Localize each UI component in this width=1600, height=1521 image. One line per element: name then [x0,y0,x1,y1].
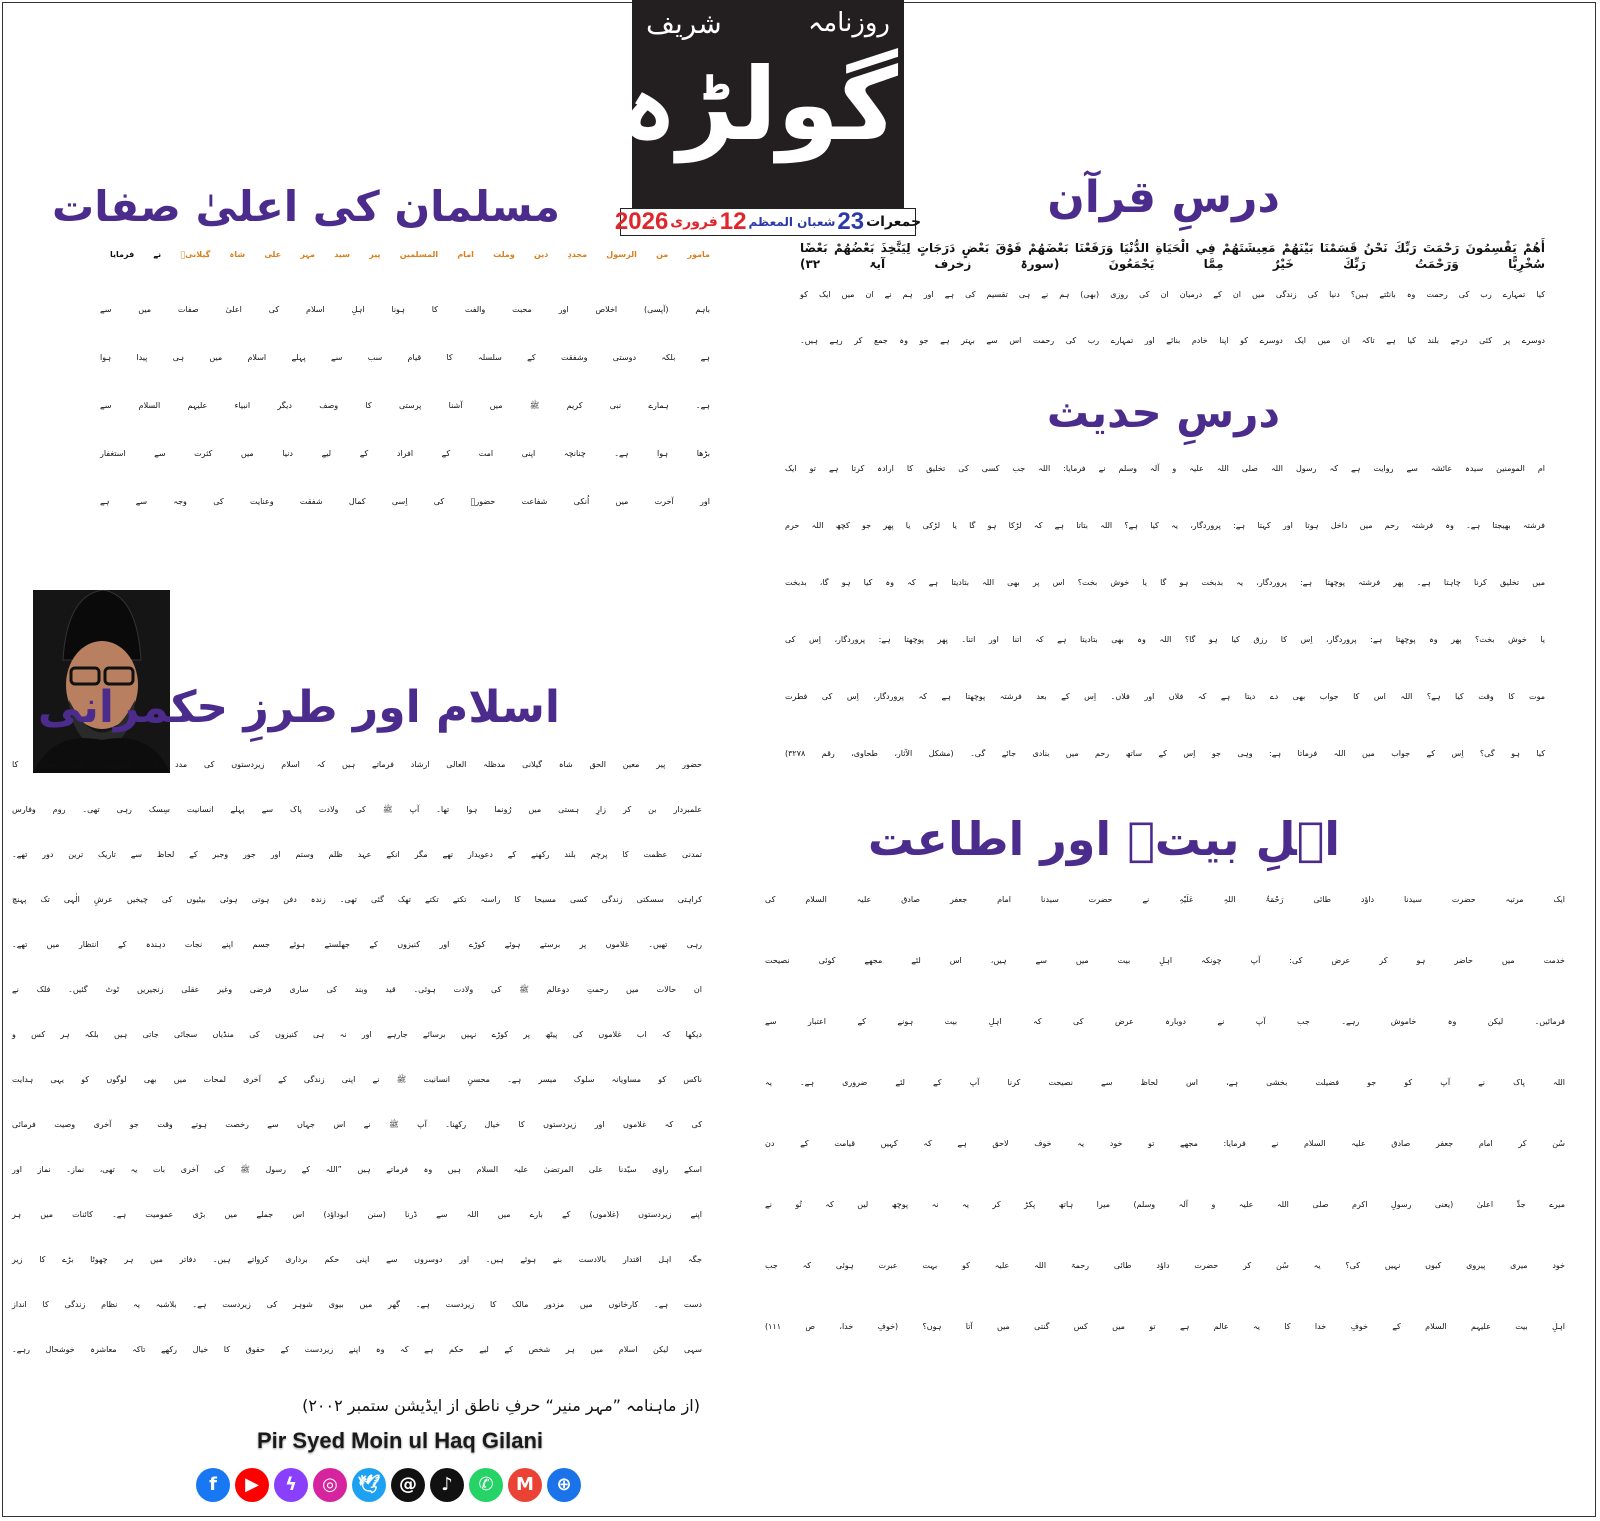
text-line: کی کہ غلاموں اور زیردستوں کا خیال رکھنا۔ آپ ﷺ نے اس جہاں سے رخصت ہوتے وقت جو آخری وصیت فرمائی [12,1120,702,1129]
text-line: کراہتی سسکتی زندگی کسی مسیحا کا راستہ تکتے تکتے تھک گئی تھی۔ زندہ دفن ہوتی ہوئی بیٹیوں کی چیخیں عرشِ الٰہی تک پہنچ [12,895,702,904]
text-line: سُن کر امام جعفر صادق علیہ السلام نے فرمایا: مجھے تو خود یہ خوف لاحق ہے کہ کہیں قیامت کے دن [765,1139,1565,1148]
text-line: ہے۔ ہمارے نبی کریم ﷺ میں آشنا پرستی کا وصف دیگر انبیاء علیہم السلام سے [100,401,710,410]
text-line: ہے بلکہ دوستی وشفقت کے سلسلہ کا قیام سب سے پہلے اسلام میں ہی پیدا ہوا [100,353,710,362]
sifaat-heading: مسلمان کی اعلیٰ صفات [52,182,560,231]
text-line: باہم (آپسی) اخلاص اور محبت والفت کا ہونا اہلِ اسلام کی اعلیٰ صفات میں سے [100,305,710,314]
text-line: ام المومنین سیدہ عائشہ سے روایت ہے کہ رسول اللہ صلی اللہ علیہ و آلہ وسلم نے فرمایا: اللہ جب کسی کی تخلیق کا ارادہ کرتا ہے تو ایک [785,464,1545,473]
text-line: فرمائیں۔ لیکن وہ خاموش رہے۔ جب آپ نے دوبارہ عرض کی کہ اہلِ بیت ہونے کے اعتبار سے [765,1017,1565,1026]
text-line: جگہ اہل اقتدار بالادست بنے ہوئے ہیں۔ اور دوسروں سے اپنی حکم برداری کرواتے ہیں۔ دفاتر میں ہر چھوٹا بڑے کا زیر [12,1255,702,1264]
text-line: حضور پیر معین الحق شاہ گیلانی مدظلہ العالی ارشاد فرماتے ہیں کہ اسلام زیردستوں کی مدد اور کمزوروں کی حمایت کا [12,760,702,769]
gmail-icon[interactable]: M [508,1468,542,1502]
globe-icon[interactable]: ⊕ [547,1468,581,1502]
masthead [618,0,904,208]
facebook-icon[interactable]: f [196,1468,230,1502]
sifaat-intro [110,250,710,260]
text-line: دست ہے۔ کارخانوں میں مزدور مالک کا زیردست ہے۔ گھر میں بیوی شوہر کی زیردست ہے۔ بلاشبہ یہ نظام زندگی کا انداز [12,1300,702,1309]
dars-hadith-heading: درسِ حدیث [1046,388,1280,437]
sifaat-intro-author: مامور من الرسول مجددِ دین وملت امام المسلمین پیر سید مہر علی شاہ گیلانیؒ [180,250,710,259]
instagram-icon[interactable]: ◎ [313,1468,347,1502]
social-icons [196,1468,581,1502]
date-hijri-day: 23 [837,208,865,235]
text-line: دیکھا کہ اب غلاموں کی پیٹھ پر کوڑے نہیں برسائے جارہے اور نہ ہی کنیزوں کی منڈیاں سجائی جاتی ہیں بلکہ ہر کس و [12,1030,702,1039]
text-line: بڑھا ہوا ہے۔ چنانچہ اپنی امت کے افراد کے لیے دنیا میں کثرت سے استغفار [100,449,710,458]
text-line: خود میری پیروی کیوں نہیں کی؟ یہ سُن کر حضرت داؤد طائی رحمۃ اللہ علیہ کو بہت عبرت ہوئی کہ جب [765,1261,1565,1270]
date-greg-month: فروری [670,214,718,230]
date-bar [614,208,922,236]
text-line: ایک مرتبہ حضرت سیدنا داؤد طائی رَحْمَۃُ اللہِ عَلَیْہِ نے حضرت سیدنا امام جعفر صادق علیہ السلام کی [765,895,1565,904]
text-line: سہی لیکن اسلام میں ہر شخص کے لیے حکم ہے کہ وہ اپنے زیردست کے حقوق کا خیال رکھے تاکہ معاشرہ خوشحال رہے۔ [12,1345,702,1354]
date-greg-day: 12 [719,208,747,235]
masthead-sharif: شریف [646,7,722,41]
youtube-icon[interactable]: ▶ [235,1468,269,1502]
text-line: ان حالات میں رحمتِ دوعالم ﷺ کی ولادت ہوئی۔ قید وبند کی ساری فرضی وغیر عقلی زنجیریں ٹوٹ گئیں۔ فلک نے [12,985,702,994]
quran-ayah: أَهُمْ يَقْسِمُونَ رَحْمَتَ رَبِّكَ نَحْنُ قَسَمْنَا بَيْنَهُمْ مَعِيشَتَهُمْ فِي الْحَيَاةِ الدُّنْيَا وَرَفَعْنَا بَعْضَهُمْ فَوْقَ بَعْضٍ دَرَجَاتٍ لِيَتَّخِذَ بَعْضُهُمْ بَعْضًا سُخْرِيًّا وَرَحْمَتُ رَبِّكَ خَيْرٌ مِمَّا يَجْمَعُونَ (سورۃ زخرف آیۃ ۳۲) [800,241,1545,272]
text-line: کیا ہو گی؟ اِس کے جواب میں اللہ فرماتا ہے: وہی جو اِس کے ساتھ رحم میں بنادی جائے گی۔ (مشکل الآثار، طحاوی، رقم ۳۲۷۸) [785,749,1545,758]
text-line: میں تخلیق کرنا چاہتا ہے۔ پھر فرشتہ پوچھتا ہے: پروردگار، یہ بدبخت ہو گا یا خوش بخت؟ اس پر بھی اللہ بتادیتا ہے کہ وہ کیا ہو گا، بدبخت [785,578,1545,587]
text-line: کیا تمہارے رب کی رحمت وہ بانٹتے ہیں؟ دنیا کی زندگی میں ان کے درمیان ان کی روزی (بھی) ہم نے ہی تقسیم کی ہے اور ہم نے ان میں ایک کو [800,290,1545,299]
sifaat-intro-said: نے فرمایا [110,250,162,259]
text-line: ناکس کو مساویانہ سلوک میسر ہے۔ محسنِ انسانیت ﷺ نے اپنی زندگی کے آخری لمحات میں بھی لوگوں کو یہی ہدایت [12,1075,702,1084]
twitter-icon[interactable]: 🕊 [352,1468,386,1502]
date-weekday: جمعرات [866,214,922,230]
masthead-title: گولڑہ [618,46,898,163]
text-line: رہی تھیں۔ غلاموں پر برستے ہوئے کوڑے اور کنیزوں کے جھلستے ہوئے جسم اپنے نجات دہندہ کے انتظار میں تھے۔ [12,940,702,949]
messenger-icon[interactable]: ϟ [274,1468,308,1502]
text-line: اسکے راوی سیّدنا علی المرتضیٰ علیہ السلام ہیں وہ فرماتے ہیں ”اللہ کے رسول ﷺ کی آخری بات یہ تھی، نماز۔ نماز اور [12,1165,702,1174]
masthead-top-row [646,4,890,44]
text-line: دوسرے پر کئی درجے بلند کیا ہے تاکہ ان میں ایک دوسرے کو اپنا خادم بنائے اور تمہارے رب کی رحمت اس سے بہتر ہے جو وہ جمع کر رہے ہیں۔ [800,336,1545,345]
date-hijri-month: شعبان المعظم [748,215,836,229]
brand-name: Pir Syed Moin ul Haq Gilani [256,1428,544,1453]
text-line: اللہ پاک نے آپ کو جو فضیلت بخشی ہے، اس لحاظ سے نصیحت کرنا آپ کے لئے ضروری ہے۔ یہ [765,1078,1565,1087]
masthead-daily: روزنامہ [808,8,890,39]
threads-icon[interactable]: @ [391,1468,425,1502]
ahlebait-heading: اہلِ بیتؑ اور اطاعت [867,812,1340,866]
tiktok-icon[interactable]: ♪ [430,1468,464,1502]
text-line: علمبردار بن کر زارِ ہستی میں رُونما ہوا تھا۔ آپ ﷺ کی ولادت پاک سے پہلے انسانیت سِسک رہی تھی۔ روم وفارس [12,805,702,814]
text-line: اور آخرت میں اُنکی شفاعت حضورؐ کی اِسی کمال شفقت وعنایت کی وجہ سے ہے [100,497,710,506]
text-line: خدمت میں حاضر ہو کر عرض کی: آپ چونکہ اہلِ بیت میں سے ہیں، اس لئے مجھے کوئی نصیحت [765,956,1565,965]
hukmarani-heading: اسلام اور طرزِ حکمرانی [37,682,560,733]
text-line: اپنے زیردستوں (غلاموں) کے بارے میں اللہ سے ڈرنا (سنن ابوداؤد) اس جملے میں بڑی عمومیت ہے۔ کائنات میں ہر [12,1210,702,1219]
date-year: 2026 [614,208,669,235]
whatsapp-icon[interactable]: ✆ [469,1468,503,1502]
hukmarani-source: (از ماہنامہ ”مہر منیر“ حرفِ ناطق از ایڈیشن ستمبر ۲۰۰۲) [302,1396,700,1415]
dars-quran-heading: درسِ قرآن [1047,172,1280,223]
text-line: فرشتہ بھیجتا ہے۔ وہ فرشتہ رحم میں داخل ہوتا اور کہتا ہے: پروردگار، یہ کیا ہے؟ اللہ بتاتا ہے کہ لڑکا ہو گا یا لڑکی یا پھر جو کچھ اللہ حرم [785,521,1545,530]
text-line: میرے جدِّ اعلیٰ (یعنی رسولِ اکرم صلی اللہ علیہ و آلہ وسلم) میرا ہاتھ پکڑ کر یہ نہ پوچھ لیں کہ تُو نے [765,1200,1565,1209]
text-line: تمدنی عظمت کا پرچم بلند رکھنے کے دعویدار تھے مگر انکے عہد ظلم وستم اور جور وجبر کے لحاظ سے تاریک ترین دور تھے۔ [12,850,702,859]
text-line: اہلِ بیت علیہم السلام کے خوفِ خدا کا یہ عالم ہے تو میں کس گنتی میں آتا ہوں؟ (خوفِ خدا، ص ۱۱۱) [765,1322,1565,1331]
text-line: موت کا وقت کیا ہے؟ اللہ اس کا جواب بھی دے دیتا ہے کہ فلاں اور فلاں۔ اِس کے بعد فرشتہ پوچھتا ہے کہ پروردگار، اِس کی فطرت [785,692,1545,701]
text-line: یا خوش بخت؟ پھر وہ پوچھتا ہے: پروردگار، اِس کا رزق کیا ہو گا؟ اللہ وہ بھی بتادیتا ہے کہ اتنا اور اتنا۔ پھر پوچھتا ہے: پروردگار، اِس کی [785,635,1545,644]
